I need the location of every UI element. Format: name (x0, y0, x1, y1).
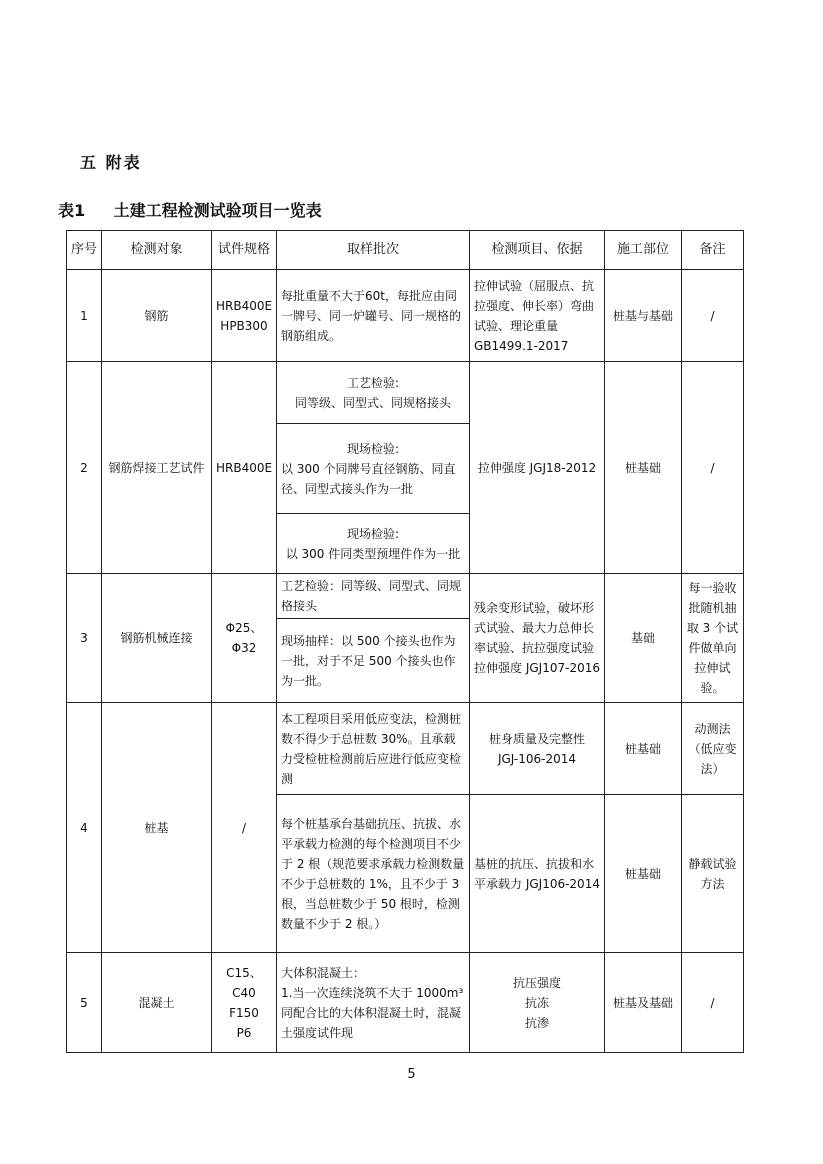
remark-line: （低应变法） (688, 741, 737, 776)
inspection-table (66, 230, 744, 1053)
header-part: 施工部位 (605, 231, 682, 270)
cell-no: 1 (67, 270, 102, 362)
cell-remark (682, 703, 744, 795)
header-object: 检测对象 (102, 231, 212, 270)
table-row (67, 362, 744, 424)
table-row (67, 703, 744, 795)
cell-sampling (277, 953, 470, 1053)
cell-sampling: 现场抽样：以 500 个接头也作为一批，对于不足 500 个接头也作为一批。 (277, 619, 470, 703)
cell-spec: Φ25、Φ32 (212, 574, 277, 703)
cell-item (470, 574, 605, 703)
item-line: JGJ-106-2014 (497, 751, 577, 766)
cell-spec: / (212, 703, 277, 953)
sampling-line: 工艺检验: (346, 375, 400, 390)
header-item: 检测项目、依据 (470, 231, 605, 270)
table-header-row (67, 231, 744, 270)
cell-no: 2 (67, 362, 102, 574)
cell-remark: / (682, 953, 744, 1053)
header-sampling: 取样批次 (277, 231, 470, 270)
cell-no: 4 (67, 703, 102, 953)
cell-sampling (277, 362, 470, 424)
cell-item: 拉伸试验（屈服点、抗拉强度、伸长率）弯曲试验、理论重量 GB1499.1-2017 (470, 270, 605, 362)
sampling-line: 现场检验: (346, 526, 400, 541)
cell-remark: 每一验收批随机抽取 3 个试件做单向拉伸试验。 (682, 574, 744, 703)
table-caption-title: 土建工程检测试验项目一览表 (113, 201, 322, 220)
spec-line: P6 (236, 1025, 252, 1040)
table-caption (58, 198, 322, 221)
sampling-line: 同等级、同型式、同规格接头 (294, 395, 451, 410)
sampling-line: 以 300 件同类型预埋件作为一批 (285, 546, 461, 561)
table-row (67, 574, 744, 619)
cell-part: 桩基及基础 (605, 953, 682, 1053)
cell-item: 拉伸强度 JGJ18-2012 (470, 362, 605, 574)
cell-part: 基础 (605, 574, 682, 703)
item-line: 残余变形试验，破坏形式试验、最大力总伸长率试验、抗拉强度试验 (474, 601, 595, 655)
header-spec: 试件规格 (212, 231, 277, 270)
section-title: 五 附表 (80, 153, 142, 172)
cell-sampling (277, 514, 470, 574)
cell-no: 5 (67, 953, 102, 1053)
cell-remark: 静载试验方法 (682, 795, 744, 953)
table-row (67, 270, 744, 362)
table-caption-number: 表1 (58, 201, 86, 220)
cell-item (470, 953, 605, 1053)
cell-part: 桩基础 (605, 703, 682, 795)
cell-object: 桩基 (102, 703, 212, 953)
item-line: 抗渗 (524, 1015, 549, 1030)
cell-item: 基桩的抗压、抗拔和水平承载力 JGJ106-2014 (470, 795, 605, 953)
spec-line: F150 (229, 1005, 259, 1020)
spec-line: HPB300 (220, 318, 268, 333)
cell-spec (212, 270, 277, 362)
cell-sampling (277, 424, 470, 514)
header-no: 序号 (67, 231, 102, 270)
cell-no: 3 (67, 574, 102, 703)
cell-object: 钢筋 (102, 270, 212, 362)
cell-part: 桩基础 (605, 795, 682, 953)
cell-sampling: 每批重量不大于60t，每批应由同一牌号、同一炉罐号、同一规格的钢筋组成。 (277, 270, 470, 362)
sampling-line: 大体积混凝土： (281, 965, 366, 980)
item-line: 拉伸强度 JGJ107-2016 (474, 661, 600, 675)
cell-part: 桩基础 (605, 362, 682, 574)
spec-line: C15、C40 (226, 965, 262, 1000)
sampling-line: 以 300 个同牌号直径钢筋、同直径、同型式接头作为一批 (281, 461, 456, 496)
cell-sampling: 每个桩基承台基础抗压、抗拔、水平承载力检测的每个检测项目不少于 2 根（规范要求承载力检测数量不少于总桩数的 1%，且不少于 3 根，当总桩数少于 50 根时，检测数量不少于 2 根。） (277, 795, 470, 953)
cell-object: 钢筋焊接工艺试件 (102, 362, 212, 574)
cell-remark: / (682, 270, 744, 362)
remark-line: 动测法 (694, 721, 731, 736)
item-line: 桩身质量及完整性 (488, 731, 585, 746)
cell-remark: / (682, 362, 744, 574)
cell-sampling: 工艺检验：同等级、同型式、同规格接头 (277, 574, 470, 619)
cell-spec: HRB400E (212, 362, 277, 574)
page-number: 5 (407, 1067, 416, 1082)
cell-item (470, 703, 605, 795)
item-line: 抗压强度 (512, 975, 561, 990)
spec-line: HRB400E (216, 298, 273, 313)
cell-spec (212, 953, 277, 1053)
cell-object: 钢筋机械连接 (102, 574, 212, 703)
cell-object: 混凝土 (102, 953, 212, 1053)
table-row (67, 953, 744, 1053)
cell-sampling: 本工程项目采用低应变法，检测桩数不得少于总桩数 30%。且承载力受检桩检测前后应进行低应变检测 (277, 703, 470, 795)
header-remark: 备注 (682, 231, 744, 270)
item-line: 抗冻 (524, 995, 549, 1010)
sampling-line: 现场检验: (346, 441, 400, 456)
sampling-line: 1.当一次连续浇筑不大于 1000m³ 同配合比的大体积混凝土时，混凝土强度试件现 (281, 985, 464, 1040)
cell-part: 桩基与基础 (605, 270, 682, 362)
